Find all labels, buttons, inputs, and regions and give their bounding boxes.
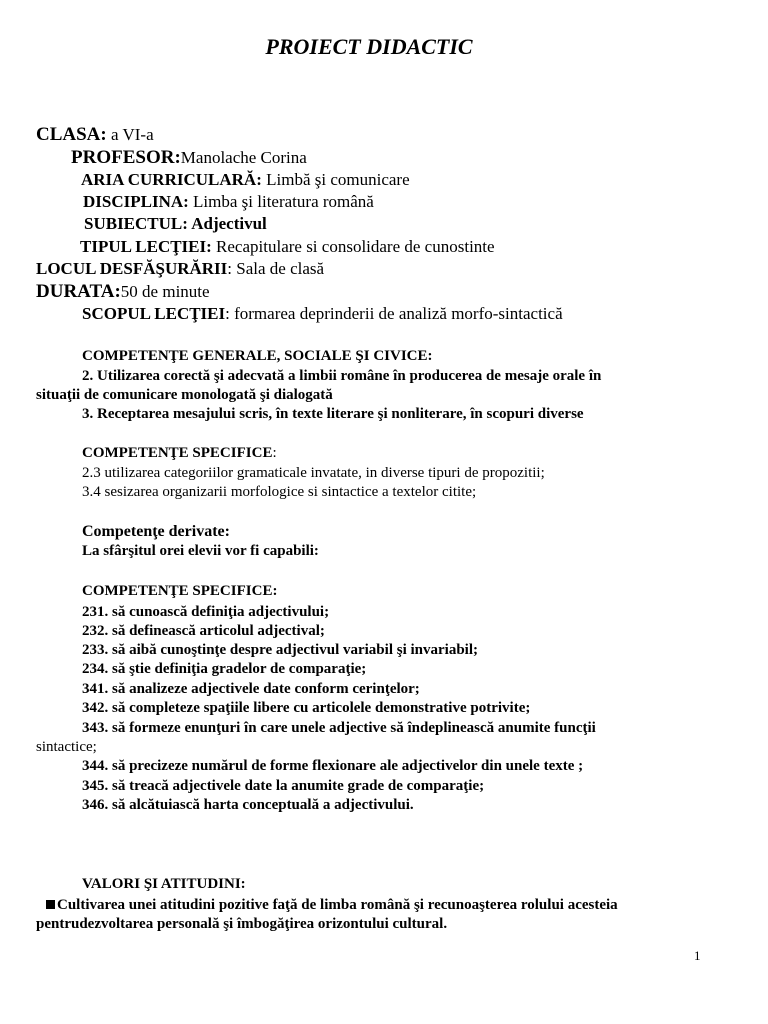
meta-duration: [36, 281, 210, 303]
specific-competence-item: 3.4 sesizarea organizarii morfologice si sintactice a textelor citite;: [82, 484, 477, 500]
meta-label: CLASA:: [36, 124, 107, 145]
competence-list-item: 234. să ştie definiţia gradelor de comparaţie;: [82, 661, 367, 677]
meta-label: SCOPUL LECŢIEI: [82, 304, 226, 323]
meta-label: ARIA CURRICULARĂ:: [81, 170, 262, 189]
competence-list-item: 231. să cunoască definiţia adjectivului;: [82, 604, 330, 620]
heading-text: COMPETENŢE SPECIFICE: [82, 445, 273, 461]
specific-competences-heading: [82, 445, 277, 462]
competence-list-item: 346. să alcătuiască harta conceptuală a adjectivului.: [82, 797, 414, 813]
meta-value: : formarea deprinderii de analiză morfo-sintactică: [225, 304, 563, 323]
values-line: [46, 896, 618, 915]
meta-lesson-purpose: [82, 303, 563, 325]
meta-discipline: [83, 191, 374, 213]
competence-list-item: 345. să treacă adjectivele date la anumite grade de comparaţie;: [82, 778, 485, 794]
competence-list-item: 344. să precizeze numărul de forme flexionare ale adjectivelor din unele texte ;: [82, 758, 584, 774]
meta-value: Adjectivul: [187, 214, 267, 233]
competence-list-item-continued: sintactice;: [36, 739, 97, 755]
meta-value: : Sala de clasă: [227, 259, 325, 278]
derived-competences-heading: Competenţe derivate:: [82, 523, 230, 540]
meta-lesson-type: [80, 236, 495, 258]
meta-label: SUBIECTUL:: [84, 214, 188, 233]
meta-label: TIPUL LECŢIEI:: [80, 237, 212, 256]
competence-list-item: 232. să definească articolul adjectival;: [82, 623, 325, 639]
competence-list-item: 341. să analizeze adjectivele date conform cerinţelor;: [82, 681, 420, 697]
meta-label: LOCUL DESFĂŞURĂRII: [36, 259, 228, 278]
general-competence-item: 2. Utilizarea corectă şi adecvată a limbii române în producerea de mesaje orale în: [82, 368, 602, 384]
meta-value: Limbă şi comunicare: [261, 170, 410, 189]
meta-label: DURATA:: [36, 281, 121, 302]
general-competence-item: 3. Receptarea mesajului scris, în texte literare şi nonliterare, în scopuri diverse: [82, 406, 584, 422]
document-title: PROIECT DIDACTIC: [265, 34, 473, 59]
specific-competences-list-heading: COMPETENŢE SPECIFICE:: [82, 583, 278, 599]
meta-value: Recapitulare si consolidare de cunostinte: [211, 237, 495, 256]
meta-value: 50 de minute: [120, 282, 210, 301]
derived-competences-intro: La sfârşitul orei elevii vor fi capabili:: [82, 543, 319, 559]
heading-colon: :: [272, 445, 277, 461]
values-heading: VALORI ŞI ATITUDINI:: [82, 876, 246, 892]
meta-value: Manolache Corina: [180, 148, 307, 167]
meta-value: Limba şi literatura română: [188, 192, 374, 211]
meta-teacher: [71, 147, 307, 169]
general-competences-heading: COMPETENŢE GENERALE, SOCIALE ŞI CIVICE:: [82, 348, 433, 364]
competence-list-item: 233. să aibă cunoştinţe despre adjectivul variabil şi invariabil;: [82, 642, 478, 658]
values-text: Cultivarea unei atitudini pozitive faţă de limba română şi recunoaşterea rolului acesteia: [57, 897, 618, 913]
meta-label: DISCIPLINA:: [83, 192, 189, 211]
square-bullet-icon: [46, 900, 55, 909]
specific-competence-item: 2.3 utilizarea categoriilor gramaticale invatate, in diverse tipuri de propozitii;: [82, 465, 545, 481]
competence-list-item: 342. să completeze spaţiile libere cu articolele demonstrative potrivite;: [82, 700, 531, 716]
meta-label: PROFESOR:: [71, 147, 181, 168]
meta-class: [36, 124, 154, 146]
meta-subject: [84, 213, 267, 235]
meta-location: [36, 258, 324, 280]
meta-curricular-area: [81, 169, 410, 191]
competence-list-item: 343. să formeze enunţuri în care unele adjective să îndeplinească anumite funcţii: [82, 720, 596, 736]
general-competence-item-continued: situaţii de comunicare monologată şi dialogată: [36, 387, 333, 403]
page-number: 1: [694, 948, 701, 963]
values-line-continued: pentrudezvoltarea personală şi îmbogăţirea orizontului cultural.: [36, 916, 448, 932]
meta-value: a VI-a: [106, 125, 154, 144]
